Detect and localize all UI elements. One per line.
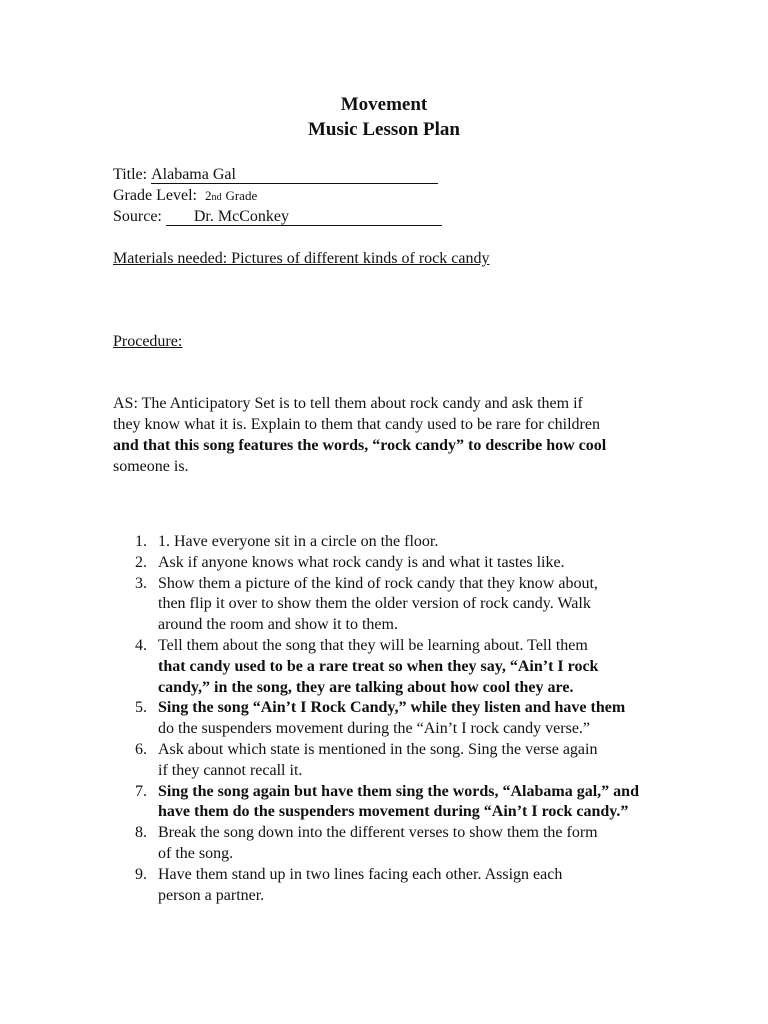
step-text: Ask about which state is mentioned in the song. Sing the verse again bbox=[158, 740, 598, 758]
step-text: around the room and show it to them. bbox=[158, 616, 398, 634]
list-item bbox=[113, 553, 673, 574]
step-text: do the suspenders movement during the “Ain’t I rock candy verse.” bbox=[158, 720, 591, 738]
step-text: Sing the song again but have them sing the words, “Alabama gal,” and bbox=[158, 782, 639, 800]
step-text: 1. Have everyone sit in a circle on the floor. bbox=[158, 533, 439, 550]
step-text: that candy used to be a rare treat so when they say, “Ain’t I rock bbox=[158, 657, 599, 675]
anticipatory-set bbox=[113, 393, 653, 477]
list-item bbox=[113, 532, 673, 553]
step-number: 3. bbox=[135, 574, 147, 592]
list-item bbox=[113, 636, 673, 698]
step-text: Ask if anyone knows what rock candy is and what it tastes like. bbox=[158, 553, 565, 571]
procedure-heading: Procedure: bbox=[113, 333, 183, 350]
as-line-2: they know what it is. Explain to them that candy used to be rare for children bbox=[113, 416, 600, 433]
grade-word: Grade bbox=[225, 188, 258, 203]
step-number: 4. bbox=[135, 636, 147, 654]
procedure-steps-list bbox=[113, 532, 673, 906]
list-item bbox=[113, 698, 673, 740]
source-label: Source: bbox=[113, 208, 162, 225]
list-item bbox=[113, 782, 673, 824]
step-text: of the song. bbox=[158, 844, 234, 862]
source-value: Dr. McConkey bbox=[166, 208, 442, 226]
step-text: Tell them about the song that they will be learning about. Tell them bbox=[158, 636, 588, 654]
list-item bbox=[113, 865, 673, 907]
step-text: Sing the song “Ain’t I Rock Candy,” while they listen and have them bbox=[158, 699, 626, 717]
materials-needed: Materials needed: Pictures of different kinds of rock candy bbox=[113, 250, 490, 267]
step-text: Break the song down into the different verses to show them the form bbox=[158, 824, 598, 842]
step-number: 7. bbox=[135, 782, 147, 800]
step-text: have them do the suspenders movement during “Ain’t I rock candy.” bbox=[158, 803, 629, 821]
step-text: if they cannot recall it. bbox=[158, 761, 303, 779]
step-text: Show them a picture of the kind of rock candy that they know about, bbox=[158, 574, 598, 592]
step-number: 1. bbox=[135, 533, 147, 550]
step-text: candy,” in the song, they are talking about how cool they are. bbox=[158, 678, 574, 696]
as-line-4: someone is. bbox=[113, 458, 189, 475]
step-number: 6. bbox=[135, 740, 147, 758]
step-number: 9. bbox=[135, 865, 147, 883]
step-text: Have them stand up in two lines facing each other. Assign each bbox=[158, 865, 563, 883]
step-number: 5. bbox=[135, 699, 147, 717]
as-line-1: AS: The Anticipatory Set is to tell them about rock candy and ask them if bbox=[113, 395, 583, 412]
step-text: person a partner. bbox=[158, 886, 265, 904]
grade-field bbox=[113, 186, 257, 208]
as-line-3: and that this song features the words, “rock candy” to describe how cool bbox=[113, 437, 607, 454]
document-subtitle: Music Lesson Plan bbox=[307, 119, 461, 140]
list-item bbox=[113, 823, 673, 865]
title-field bbox=[113, 165, 438, 185]
grade-number: 2 bbox=[204, 188, 212, 203]
step-number: 8. bbox=[135, 824, 147, 842]
grade-label: Grade Level: bbox=[113, 187, 197, 204]
grade-suffix: nd bbox=[211, 192, 222, 203]
title-value: Alabama Gal bbox=[151, 166, 438, 184]
document-title: Movement bbox=[340, 94, 428, 115]
list-item bbox=[113, 574, 673, 636]
step-text: then flip it over to show them the older version of rock candy. Walk bbox=[158, 595, 591, 613]
source-field bbox=[113, 207, 442, 227]
list-item bbox=[113, 740, 673, 782]
step-number: 2. bbox=[135, 553, 147, 571]
title-label: Title: bbox=[113, 166, 148, 183]
